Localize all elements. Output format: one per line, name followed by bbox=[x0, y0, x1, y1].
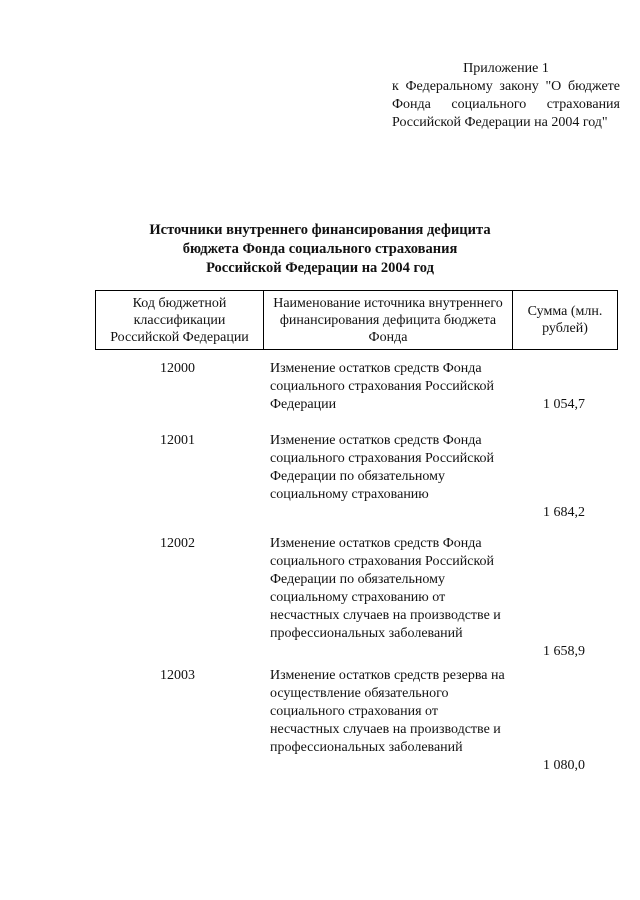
row-sum: 1 658,9 bbox=[543, 644, 585, 659]
row-code: 12001 bbox=[160, 433, 195, 448]
row-sum: 1 054,7 bbox=[543, 397, 585, 412]
title-line-1: Источники внутреннего финансирования дефицита bbox=[149, 222, 491, 238]
title-line-2: бюджета Фонда социального страхования bbox=[182, 241, 458, 257]
appendix-note bbox=[392, 60, 620, 132]
appendix-text: к Федеральному закону "О бюджете Фонда социального страхования Российской Федерации на 2004 год" bbox=[392, 79, 620, 130]
header-sum: Сумма (млн. рублей) bbox=[527, 304, 603, 336]
row-sum: 1 080,0 bbox=[543, 758, 585, 773]
row-code: 12002 bbox=[160, 536, 195, 551]
row-name: Изменение остатков средств резерва на осуществление обязательного социального страхования от несчастных случаев на производстве и профессиональных заболеваний bbox=[270, 668, 505, 755]
appendix-heading: Приложение 1 bbox=[463, 61, 549, 76]
row-name: Изменение остатков средств Фонда социального страхования Российской Федерации bbox=[270, 361, 495, 412]
row-sum: 1 684,2 bbox=[543, 505, 585, 520]
table-header bbox=[95, 290, 618, 350]
document-title bbox=[140, 221, 500, 278]
row-code: 12000 bbox=[160, 361, 195, 376]
title-line-3: Российской Федерации на 2004 год bbox=[206, 260, 434, 276]
row-name: Изменение остатков средств Фонда социального страхования Российской Федерации по обязательному социальному страхованию bbox=[270, 433, 495, 502]
header-name: Наименование источника внутреннего финансирования дефицита бюджета Фонда bbox=[264, 291, 513, 349]
header-code: Код бюджетной классификации Российской Федерации bbox=[96, 291, 264, 349]
row-code: 12003 bbox=[160, 668, 195, 683]
row-name: Изменение остатков средств Фонда социального страхования Российской Федерации по обязательному социальному страхованию от несчастных случаев на производстве и профессиональных заболеваний bbox=[270, 536, 501, 641]
